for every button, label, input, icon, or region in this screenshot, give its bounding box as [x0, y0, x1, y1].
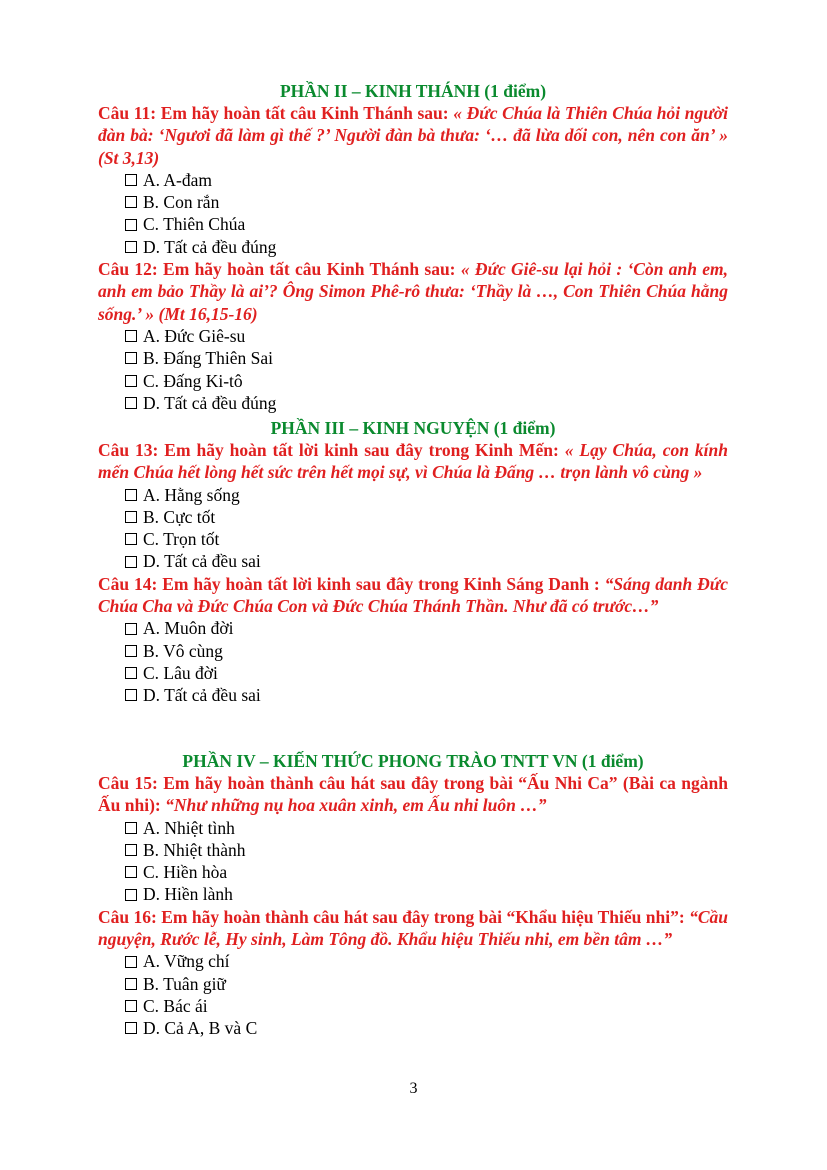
answer-option[interactable]: [98, 325, 728, 347]
checkbox-icon[interactable]: [125, 1000, 137, 1012]
answer-options: [98, 817, 728, 906]
answer-option[interactable]: [98, 617, 728, 639]
answer-options: [98, 617, 728, 706]
question-prompt: Câu 12: Em hãy hoàn tất câu Kinh Thánh sau:: [98, 259, 461, 280]
answer-option[interactable]: [98, 662, 728, 684]
answer-option[interactable]: [98, 684, 728, 706]
checkbox-icon[interactable]: [125, 645, 137, 657]
checkbox-icon[interactable]: [125, 397, 137, 409]
answer-option-label: C. Đấng Ki-tô: [143, 370, 243, 391]
checkbox-icon[interactable]: [125, 667, 137, 679]
answer-option-label: C. Hiền hòa: [143, 862, 228, 883]
answer-option-label: C. Thiên Chúa: [143, 214, 246, 235]
answer-options: [98, 169, 728, 258]
question-text: [98, 573, 728, 618]
question-text: [98, 772, 728, 817]
answer-options: [98, 484, 728, 573]
answer-option-label: C. Lâu đời: [143, 662, 218, 683]
question-quote: “Cầu nguyện, Rước lễ, Hy sinh, Làm Tông đồ. Khẩu hiệu Thiếu nhi, em bền tâm …”: [98, 906, 728, 950]
answer-option-label: A. Nhiệt tình: [143, 817, 235, 838]
checkbox-icon[interactable]: [125, 174, 137, 186]
question-quote: “Như những nụ hoa xuân xinh, em Ấu nhi luôn …”: [165, 795, 547, 816]
answer-option-label: B. Nhiệt thành: [143, 839, 246, 860]
answer-option[interactable]: [98, 347, 728, 369]
checkbox-icon[interactable]: [125, 956, 137, 968]
question-prompt: Câu 15: Em hãy hoàn thành câu hát sau đây trong bài “Ấu Nhi Ca” (Bài ca ngành Ấu nhi):: [98, 773, 728, 816]
answer-option[interactable]: [98, 883, 728, 905]
answer-option[interactable]: [98, 169, 728, 191]
checkbox-icon[interactable]: [125, 219, 137, 231]
answer-option-label: D. Tất cả đều đúng: [143, 236, 277, 257]
answer-option-label: D. Hiền lành: [143, 884, 233, 905]
answer-option-label: D. Tất cả đều sai: [143, 685, 261, 706]
answer-option[interactable]: [98, 973, 728, 995]
answer-option[interactable]: [98, 236, 728, 258]
question-quote: « Đức Chúa là Thiên Chúa hỏi người đàn bà: ‘Ngươi đã làm gì thế ?’ Người đàn bà thưa: ‘… đã lừa dối con, nên con ăn’ » (St 3,13): [98, 103, 728, 168]
section-heading: PHẦN III – KINH NGUYỆN (1 điểm): [270, 418, 556, 438]
answer-option-label: C. Trọn tốt: [143, 529, 220, 550]
checkbox-icon[interactable]: [125, 375, 137, 387]
question-text: [98, 102, 728, 169]
checkbox-icon[interactable]: [125, 623, 137, 635]
question-text: [98, 258, 728, 325]
answer-option[interactable]: [98, 861, 728, 883]
question-prompt: Câu 14: Em hãy hoàn tất lời kinh sau đây trong Kinh Sáng Danh :: [98, 573, 605, 594]
section-3: [98, 417, 728, 707]
answer-option-label: B. Cực tốt: [143, 506, 216, 527]
answer-option-label: D. Cả A, B và C: [143, 1018, 258, 1039]
answer-option[interactable]: [98, 213, 728, 235]
question-quote: « Lạy Chúa, con kính mến Chúa hết lòng hết sức trên hết mọi sự, vì Chúa là Đấng … trọn lành vô cùng »: [98, 440, 728, 483]
checkbox-icon[interactable]: [125, 196, 137, 208]
answer-option[interactable]: [98, 1017, 728, 1039]
section-heading: PHẦN II – KINH THÁNH (1 điểm): [279, 81, 547, 101]
answer-option[interactable]: [98, 506, 728, 528]
question-prompt: Câu 11: Em hãy hoàn tất câu Kinh Thánh sau:: [98, 103, 454, 123]
checkbox-icon[interactable]: [125, 978, 137, 990]
answer-option-label: A. Muôn đời: [143, 618, 234, 639]
checkbox-icon[interactable]: [125, 511, 137, 523]
checkbox-icon[interactable]: [125, 844, 137, 856]
answer-option-label: B. Đấng Thiên Sai: [143, 348, 273, 369]
checkbox-icon[interactable]: [125, 352, 137, 364]
checkbox-icon[interactable]: [125, 689, 137, 701]
answer-option[interactable]: [98, 995, 728, 1017]
answer-option[interactable]: [98, 817, 728, 839]
checkbox-icon[interactable]: [125, 330, 137, 342]
checkbox-icon[interactable]: [125, 241, 137, 253]
question-quote: « Đức Giê-su lại hỏi : ‘Còn anh em, anh em bảo Thầy là ai’? Ông Simon Phê-rô thưa: ‘Thầy là …, Con Thiên Chúa hằng sống.’ » (Mt 16,15-16): [98, 259, 728, 324]
answer-option-label: A. Đức Giê-su: [143, 325, 246, 346]
checkbox-icon[interactable]: [125, 866, 137, 878]
answer-option-label: B. Tuân giữ: [143, 973, 226, 994]
answer-option-label: B. Vô cùng: [143, 640, 223, 661]
answer-option[interactable]: [98, 484, 728, 506]
answer-option-label: C. Bác ái: [143, 995, 208, 1016]
section-4: [98, 750, 728, 1040]
page-number: 3: [409, 1080, 418, 1097]
answer-option-label: A. Vững chí: [143, 951, 230, 972]
answer-option[interactable]: [98, 950, 728, 972]
checkbox-icon[interactable]: [125, 556, 137, 568]
answer-option-label: D. Tất cả đều sai: [143, 551, 261, 572]
answer-option[interactable]: [98, 640, 728, 662]
checkbox-icon[interactable]: [125, 822, 137, 834]
answer-option-label: A. Hằng sống: [143, 484, 240, 505]
section-heading: PHẦN IV – KIẾN THỨC PHONG TRÀO TNTT VN (1 điểm): [182, 751, 644, 771]
answer-option[interactable]: [98, 839, 728, 861]
section-2: [98, 80, 728, 414]
answer-option[interactable]: [98, 191, 728, 213]
question-text: [98, 906, 728, 951]
answer-option-label: A. A-đam: [143, 169, 213, 190]
question-prompt: Câu 13: Em hãy hoàn tất lời kinh sau đây trong Kinh Mến:: [98, 440, 565, 460]
answer-options: [98, 950, 728, 1039]
answer-option[interactable]: [98, 392, 728, 414]
checkbox-icon[interactable]: [125, 533, 137, 545]
answer-options: [98, 325, 728, 414]
question-prompt: Câu 16: Em hãy hoàn thành câu hát sau đây trong bài “Khẩu hiệu Thiếu nhi”:: [98, 906, 690, 927]
answer-option-label: B. Con rắn: [143, 192, 220, 213]
checkbox-icon[interactable]: [125, 889, 137, 901]
checkbox-icon[interactable]: [125, 489, 137, 501]
answer-option[interactable]: [98, 370, 728, 392]
answer-option[interactable]: [98, 550, 728, 572]
question-quote: “Sáng danh Đức Chúa Cha và Đức Chúa Con và Đức Chúa Thánh Thần. Như đã có trước…”: [98, 573, 728, 617]
checkbox-icon[interactable]: [125, 1022, 137, 1034]
answer-option-label: D. Tất cả đều đúng: [143, 392, 277, 413]
question-text: [98, 439, 728, 484]
answer-option[interactable]: [98, 528, 728, 550]
